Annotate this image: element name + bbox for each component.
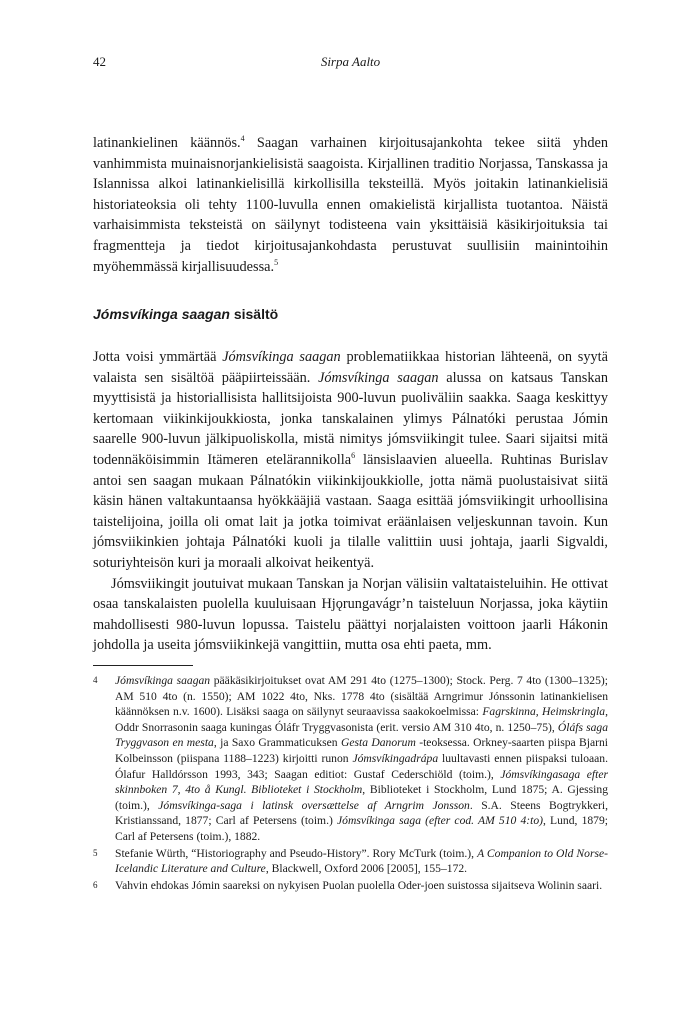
footnote-ref-5[interactable]: 5	[274, 257, 279, 267]
paragraph-summary: Jotta voisi ymmärtää Jómsvíkinga saagan problematiikkaa historian lähteenä, on syytä valaista sen sisältöä pääpiirteissään. Jómsvíkinga saagan alussa on katsaus Tanskan myyttisistä ja historiallisista hallitsijoista 900-luvun puoliväliin saakka. Saaga keskittyy kertomaan viikinkijoukkiosta, jonka tanskalainen ylimys Pálnatóki perustaa Jómin saarelle 900-luvun jälkipuoliskolla, mistä nimitys jómsviikingit tulee. Saari sijaitsi mitä todennäköisimmin Itämeren etelärannikolla$^6$ länsislaavien alueella. Ruhtinas Burislav antoi sen saagan mukaan Pálnatókin viikinkijoukkiolle, jotta nämä puolustaisivat siitä käsin hänen valtakuntaansa hyökkääjiä vastaan. Saaga esittää jómsviikingit urhoollisina taistelijoina, joilla oli omat lait ja jotka toimivat eräänlaisen veljeskunnan tavoin. Kun jómsviikinkien johtaja Pálnatóki kuoli ja tilalle valittiin uusi johtaja, jaarli Sigvaldi, soturiyhteisön kuri ja moraali alkoivat heikentyä.	[93, 349, 608, 571]
paragraph-intro: latinankielinen käännös.$^4$ Saagan varhainen kirjoitusajankohta tekee siitä yhden vanhimmista muinaisnorjankielisistä saagoista. Kirjallinen traditio Norjassa, Tanskassa ja Islannissa alkoi latinankielisillä kirkollisilla teksteillä. Myös joitakin latinankielisiä historiateoksia oli tehty 1100-luvulla ennen omakielistä kirjallista tuotantoa. Näistä varhaisimmista teksteistä on säilynyt todisteena vain yksittäisiä käsikirjoituksia tai fragmentteja ja tiedot kirjoitusajankohdasta perustuvat suullisiin mainintoihin myöhemmässä kirjallisuudessa.$^5$	[93, 134, 608, 275]
page-number: 42	[93, 54, 106, 69]
section-heading: Jómsvíkinga saagan sisältö	[93, 306, 279, 322]
footnote-ref-6[interactable]: 6	[351, 451, 356, 461]
footnote-text: Vahvin ehdokas Jómin saareksi on nykyisen Puolan puolella Oder-joen suistossa sijaitseva Wolinin saari.	[115, 878, 603, 892]
footnote-divider	[93, 665, 193, 666]
footnote-4	[93, 673, 608, 845]
footnote-text: Jómsvíkinga saagan pääkäsikirjoitukset ovat AM 291 4to (1275–1300); Stock. Perg. 7 4to (1300–1325); AM 510 4to (n. 1550); AM 1022 4to, Nks. 1778 4to (sisältää Arngrimur Jónssonin latinankielisen käännöksen n.v. 1600). Lisäksi saaga on säilynyt seuraavissa saakokoelmissa: Fagrskinna, Heimskringla, Oddr Snorrasonin saaga kuningas Óláfr Tryggvasonista (erit. versio AM 310 4to, n. 1250–75), Óláfs saga Tryggvason en mesta, ja Saxo Grammaticuksen Gesta Danorum -teoksessa. Orkney-saarten piispa Bjarni Kolbeinsson (piispana 1188–1223) kirjoitti runon Jómsvíkingadrápa luultavasti ennen piispaksi tuloaan. Ólafur Halldórsson 1993, 343; Saagan editiot: Gustaf Cederschiöld (toim.), Jómsvíkingasaga efter skinnboken 7, 4to å Kungl. Biblioteket i Stockholm, Biblioteket i Stockholm, Lund 1875; A. Gjessing (toim.), Jómsvíkinga-saga i latinsk oversættelse af Arngrim Jonsson. S.A. Steens Bogtrykkeri, Kristianssand, 1877; Carl af Petersens (toim.) Jómsvíkinga saga (efter cod. AM 510 4:to), Lund, 1879; Carl af Petersens (toim.), 1882.	[115, 674, 609, 843]
footnote-6	[93, 878, 608, 894]
footnote-ref-4[interactable]: 4	[240, 134, 245, 144]
footnote-number: 6	[93, 879, 98, 890]
section-body	[93, 347, 608, 656]
intro-text	[93, 133, 608, 277]
running-head-author: Sirpa Aalto	[320, 54, 381, 69]
footnote-number: 5	[93, 847, 98, 858]
footnote-text: Stefanie Würth, “Historiography and Pseudo-History”. Rory McTurk (toim.), A Companion to Old Norse-Icelandic Literature and Culture, Blackwell, Oxford 2006 [2005], 155–172.	[115, 846, 608, 876]
footnotes	[93, 673, 608, 894]
page-header	[93, 54, 608, 74]
footnote-number: 4	[93, 675, 98, 685]
footnote-5	[93, 846, 608, 877]
paragraph-battle: Jómsviikingit joutuivat mukaan Tanskan ja Norjan välisiin valtataisteluihin. He ottivat osaa tanskalaisten puolella kuuluisaan Hjǫrungavágr’n taisteluun Norjassa, joka käytiin mahdollisesti 980-luvun lopussa. Taistelu päättyi norjalaisten voittoon jaarli Hákonin johdolla ja useita jómsviikinkejä vangittiin, mutta osa ehti paeta, mm.	[93, 575, 608, 654]
